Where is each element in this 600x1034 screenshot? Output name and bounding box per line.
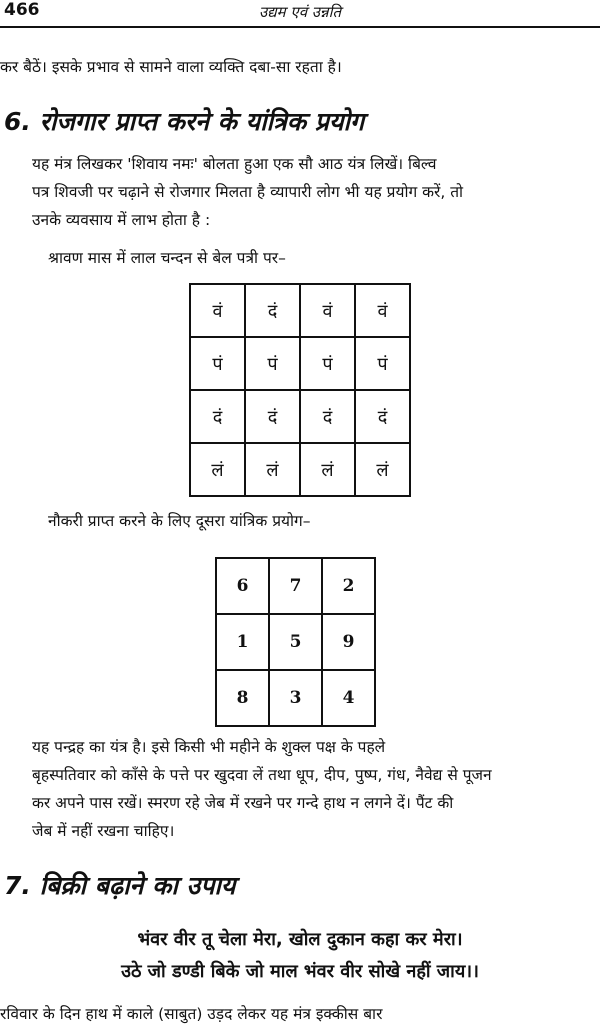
section-7-text-line: रविवार के दिन हाथ में काले (साबुत) उड़द लेकर यह मंत्र इक्कीस बार [0,1005,383,1023]
number-row [216,670,375,726]
yantra-intro: श्रावण मास में लाल चन्दन से बेल पत्री पर– [48,249,286,267]
number-yantra-grid [215,557,376,727]
mantra-block [0,924,600,988]
number-cell: 9 [322,614,375,670]
paragraph-line: उनके व्यवसाय में लाभ होता है : [32,211,211,229]
paragraph-line: यह मंत्र लिखकर 'शिवाय नमः' बोलता हुआ एक सौ आठ यंत्र लिखें। बिल्व [32,155,437,173]
paragraph-line: यह पन्द्रह का यंत्र है। इसे किसी भी महीने के शुक्ल पक्ष के पहले [32,738,386,756]
number-row [216,558,375,614]
yantra-cell: पं [190,337,245,390]
section-6-closing-paragraph [0,733,594,845]
number-cell: 6 [216,558,269,614]
section-7-heading: 7. बिक्री बढ़ाने का उपाय [4,871,236,900]
running-title: उद्यम एवं उन्नति [258,3,342,21]
yantra-cell: लं [190,443,245,496]
mantra-line: भंवर वीर तू चेला मेरा, खोल दुकान कहा कर मेरा। [137,929,463,950]
yantra-cell: दं [300,390,355,443]
section-6-heading: 6. रोजगार प्राप्त करने के यांत्रिक प्रयोग [4,107,365,136]
mantra-line: उठे जो डण्डी बिके जो माल भंवर वीर सोखे नहीं जाय।। [121,961,479,982]
section-6-paragraph [0,150,594,234]
yantra-cell: दं [190,390,245,443]
yantra-cell: वं [190,284,245,337]
intro-line: कर बैठें। इसके प्रभाव से सामने वाला व्यक्ति दबा-सा रहता है। [0,58,342,76]
number-cell: 7 [269,558,322,614]
yantra-cell: लं [245,443,300,496]
paragraph-line: कर अपने पास रखें। स्मरण रहे जेब में रखने पर गन्दे हाथ न लगने दें। पैंट की [32,794,454,812]
yantra-cell: पं [355,337,410,390]
yantra-cell: वं [355,284,410,337]
paragraph-line: पत्र शिवजी पर चढ़ाने से रोजगार मिलता है व्यापारी लोग भी यह प्रयोग करें, तो [32,183,464,201]
paragraph-line: जेब में नहीं रखना चाहिए। [32,822,175,840]
yantra-cell: दं [245,390,300,443]
number-cell: 3 [269,670,322,726]
yantra-cell: दं [245,284,300,337]
yantra-cell: पं [300,337,355,390]
number-cell: 4 [322,670,375,726]
yantra-cell: वं [300,284,355,337]
yantra-cell: लं [355,443,410,496]
second-yantra-intro: नौकरी प्राप्त करने के लिए दूसरा यांत्रिक प्रयोग– [48,512,311,530]
number-cell: 8 [216,670,269,726]
number-cell: 1 [216,614,269,670]
page-number: 466 [4,0,40,20]
yantra-cell: पं [245,337,300,390]
number-cell: 2 [322,558,375,614]
header-rule [0,26,600,28]
yantra-row [190,443,410,496]
number-row [216,614,375,670]
yantra-grid [189,283,411,497]
paragraph-line: बृहस्पतिवार को काँसे के पत्ते पर खुदवा लें तथा धूप, दीप, पुष्प, गंध, नैवेद्य से पूजन [32,766,492,784]
yantra-cell: लं [300,443,355,496]
yantra-cell: दं [355,390,410,443]
yantra-row [190,284,410,337]
yantra-row [190,337,410,390]
number-cell: 5 [269,614,322,670]
yantra-row [190,390,410,443]
